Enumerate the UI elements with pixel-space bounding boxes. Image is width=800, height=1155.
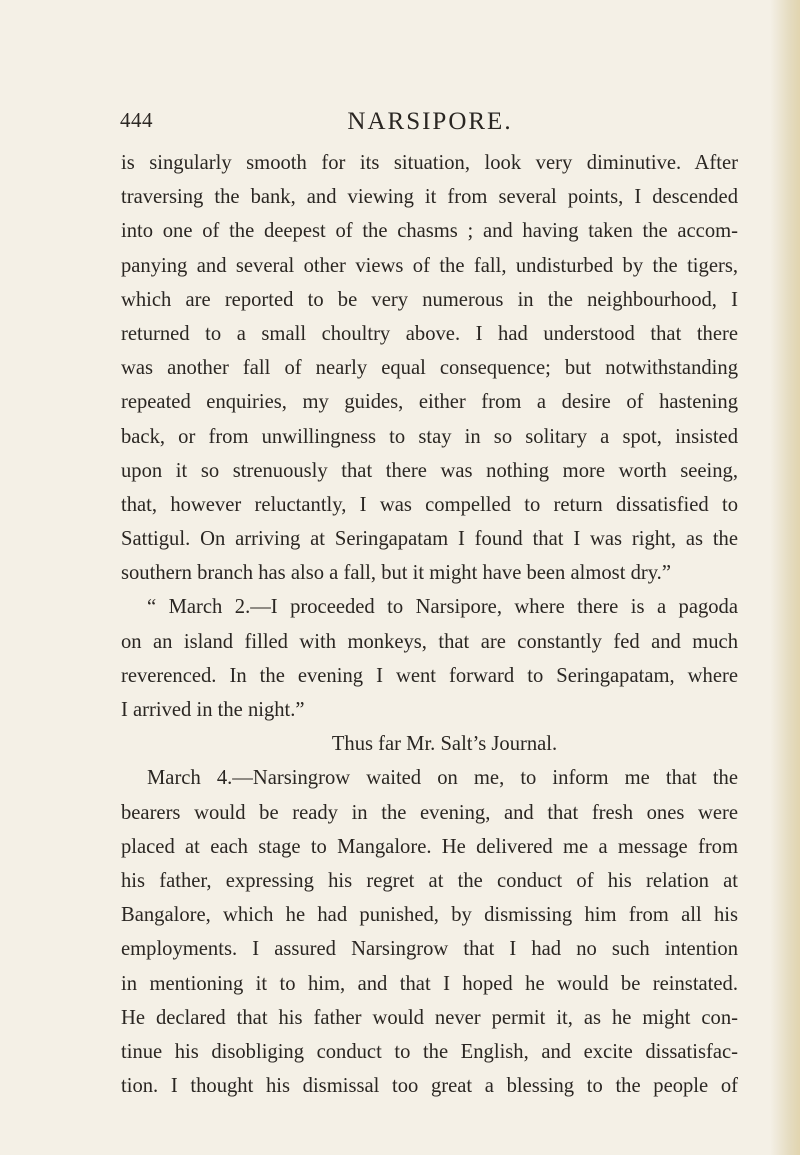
text-line: Sattigul. On arriving at Seringapatam I found that I was right, as the <box>121 528 738 551</box>
text-line: tinue his disobliging conduct to the English, and excite dissatisfac- <box>121 1040 738 1063</box>
text-line: that, however reluctantly, I was compelled to return dissatisfied to <box>121 493 738 516</box>
text-line: employments. I assured Narsingrow that I had no such intention <box>121 938 738 961</box>
text-line: He declared that his father would never permit it, as he might con- <box>121 1006 738 1029</box>
text-line: was another fall of nearly equal consequence; but notwithstanding <box>121 357 738 380</box>
text-line: Bangalore, which he had punished, by dismissing him from all his <box>121 904 738 927</box>
text-line: traversing the bank, and viewing it from several points, I descended <box>121 186 738 209</box>
text-line: upon it so strenuously that there was nothing more worth seeing, <box>121 459 738 482</box>
text-line: on an island filled with monkeys, that are constantly fed and much <box>121 630 738 653</box>
text-line: bearers would be ready in the evening, and that fresh ones were <box>121 801 738 824</box>
text-line: his father, expressing his regret at the conduct of his relation at <box>121 869 738 892</box>
text-line: is singularly smooth for its situation, look very diminutive. After <box>121 152 738 174</box>
text-line: March 4.—Narsingrow waited on me, to inform me that the <box>147 767 738 790</box>
text-line: in mentioning it to him, and that I hoped he would be reinstated. <box>121 972 738 995</box>
body-text <box>121 146 738 1103</box>
text-line: placed at each stage to Mangalore. He delivered me a message from <box>121 835 738 858</box>
text-line: panying and several other views of the fall, undisturbed by the tigers, <box>121 254 738 277</box>
text-line: reverenced. In the evening I went forward to Seringapatam, where <box>121 664 738 687</box>
text-line: tion. I thought his dismissal too great a blessing to the people of <box>121 1075 738 1098</box>
text-line: southern branch has also a fall, but it might have been almost dry.” <box>121 562 671 585</box>
page-header <box>120 108 740 140</box>
running-title: NARSIPORE. <box>347 108 513 135</box>
text-line: “ March 2.—I proceeded to Narsipore, where there is a pagoda <box>147 596 738 619</box>
text-line: Thus far Mr. Salt’s Journal. <box>331 733 558 756</box>
text-line: which are reported to be very numerous in the neighbourhood, I <box>121 288 738 311</box>
text-line: back, or from unwillingness to stay in so solitary a spot, insisted <box>121 425 738 448</box>
text-line: I arrived in the night.” <box>121 699 305 721</box>
text-line: repeated enquiries, my guides, either from a desire of hastening <box>121 391 738 414</box>
page-number: 444 <box>120 108 153 132</box>
text-line: into one of the deepest of the chasms ; and having taken the accom- <box>121 220 738 243</box>
text-line: returned to a small choultry above. I had understood that there <box>121 322 738 345</box>
